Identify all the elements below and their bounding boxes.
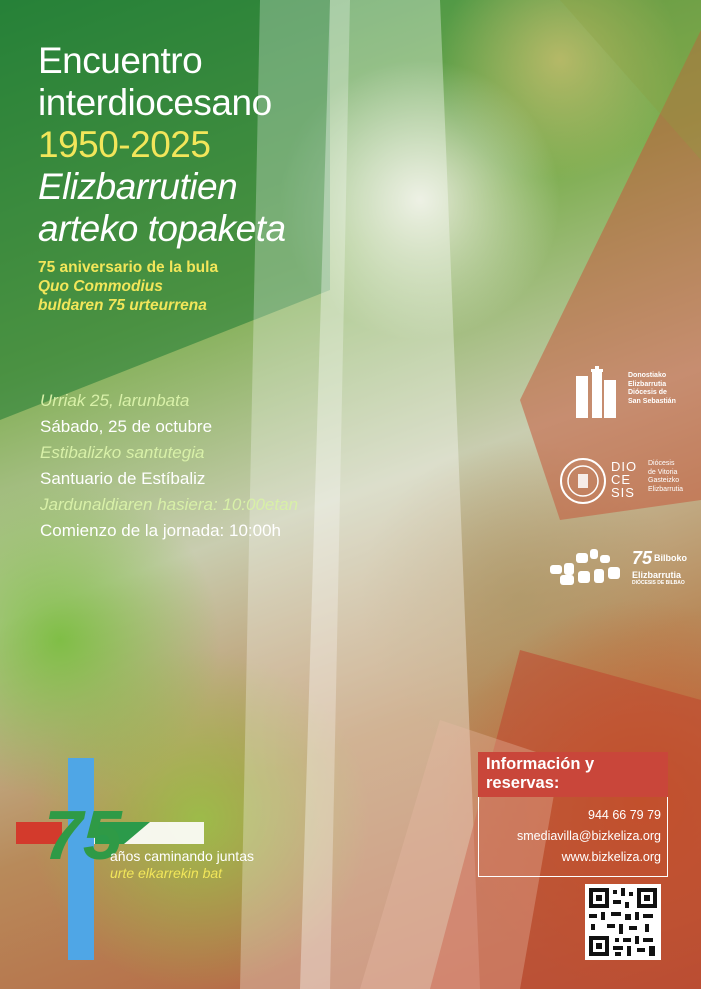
sansebastian-line-2: Elizbarrutia (628, 380, 667, 388)
date-spanish: Sábado, 25 de octubre (40, 417, 213, 436)
sansebastian-line-3: Diócesis de (628, 389, 667, 396)
sansebastian-logo-icon (574, 366, 620, 418)
vitoria-mark (611, 460, 637, 499)
title-basque-2: arteko topaketa (38, 208, 286, 249)
anniversary-text (110, 848, 254, 882)
bilbao-number: 75 (632, 548, 653, 568)
sansebastian-line-1: Donostiako (628, 372, 667, 379)
email-link[interactable]: smediavilla@bizkeliza.org (517, 829, 661, 843)
event-info (40, 388, 340, 544)
bilbao-line-3: DIÓCESIS DE BILBAO (632, 580, 685, 586)
title-years: 1950-2025 (38, 124, 211, 165)
anniversary-line-es: años caminando juntas (110, 848, 254, 864)
vitoria-line-2: de Vitoria (648, 468, 678, 476)
anniversary-line-eu: urte elkarrekin bat (110, 865, 223, 881)
qr-code-icon[interactable] (585, 884, 661, 960)
bilbao-logo-icon (548, 545, 630, 589)
start-spanish: Comienzo de la jornada: 10:00h (40, 521, 281, 540)
vitoria-mark-3: SIS (611, 485, 635, 500)
bilbao-line-1: Bilboko (654, 553, 687, 563)
sansebastian-logo-text (628, 372, 676, 406)
reservations-body (478, 797, 668, 877)
title-line-2: interdiocesano (38, 82, 272, 123)
start-basque: Jardunaldiaren hasiera: 10:00etan (40, 495, 299, 514)
title-basque-1: Elizbarrutien (38, 166, 238, 207)
title-line-1: Encuentro (38, 40, 203, 81)
vitoria-line-1: Diócesis (648, 460, 675, 467)
sansebastian-line-4: San Sebastián (628, 397, 676, 405)
bilbao-logo-text-2 (632, 570, 685, 587)
phone-number[interactable]: 944 66 79 79 (588, 808, 661, 822)
date-basque: Urriak 25, larunbata (40, 391, 190, 410)
vitoria-logo-text (648, 460, 683, 494)
web-link[interactable]: www.bizkeliza.org (561, 850, 661, 864)
subtitle-line-2: Quo Commodius (38, 278, 163, 295)
subtitle-line-3: buldaren 75 urteurrena (38, 297, 207, 314)
place-spanish: Santuario de Estíbaliz (40, 469, 206, 488)
vitoria-line-4: Elizbarrutia (648, 485, 684, 493)
place-basque: Estibalizko santutegia (40, 443, 205, 462)
vitoria-seal-icon (560, 458, 606, 504)
bilbao-line-2: Elizbarrutia (632, 570, 682, 580)
vitoria-mark-2: CE (611, 472, 632, 487)
reservations-box (478, 752, 668, 877)
bilbao-logo-text (654, 553, 687, 563)
vitoria-line-3: Gasteizko (648, 477, 680, 484)
reservations-heading: Información y reservas: (478, 752, 668, 797)
anniversary-number: 75 (44, 796, 122, 874)
title-block (38, 40, 338, 315)
subtitle-line-1: 75 aniversario de la bula (38, 259, 219, 276)
vitoria-mark-1: DIO (611, 459, 638, 474)
